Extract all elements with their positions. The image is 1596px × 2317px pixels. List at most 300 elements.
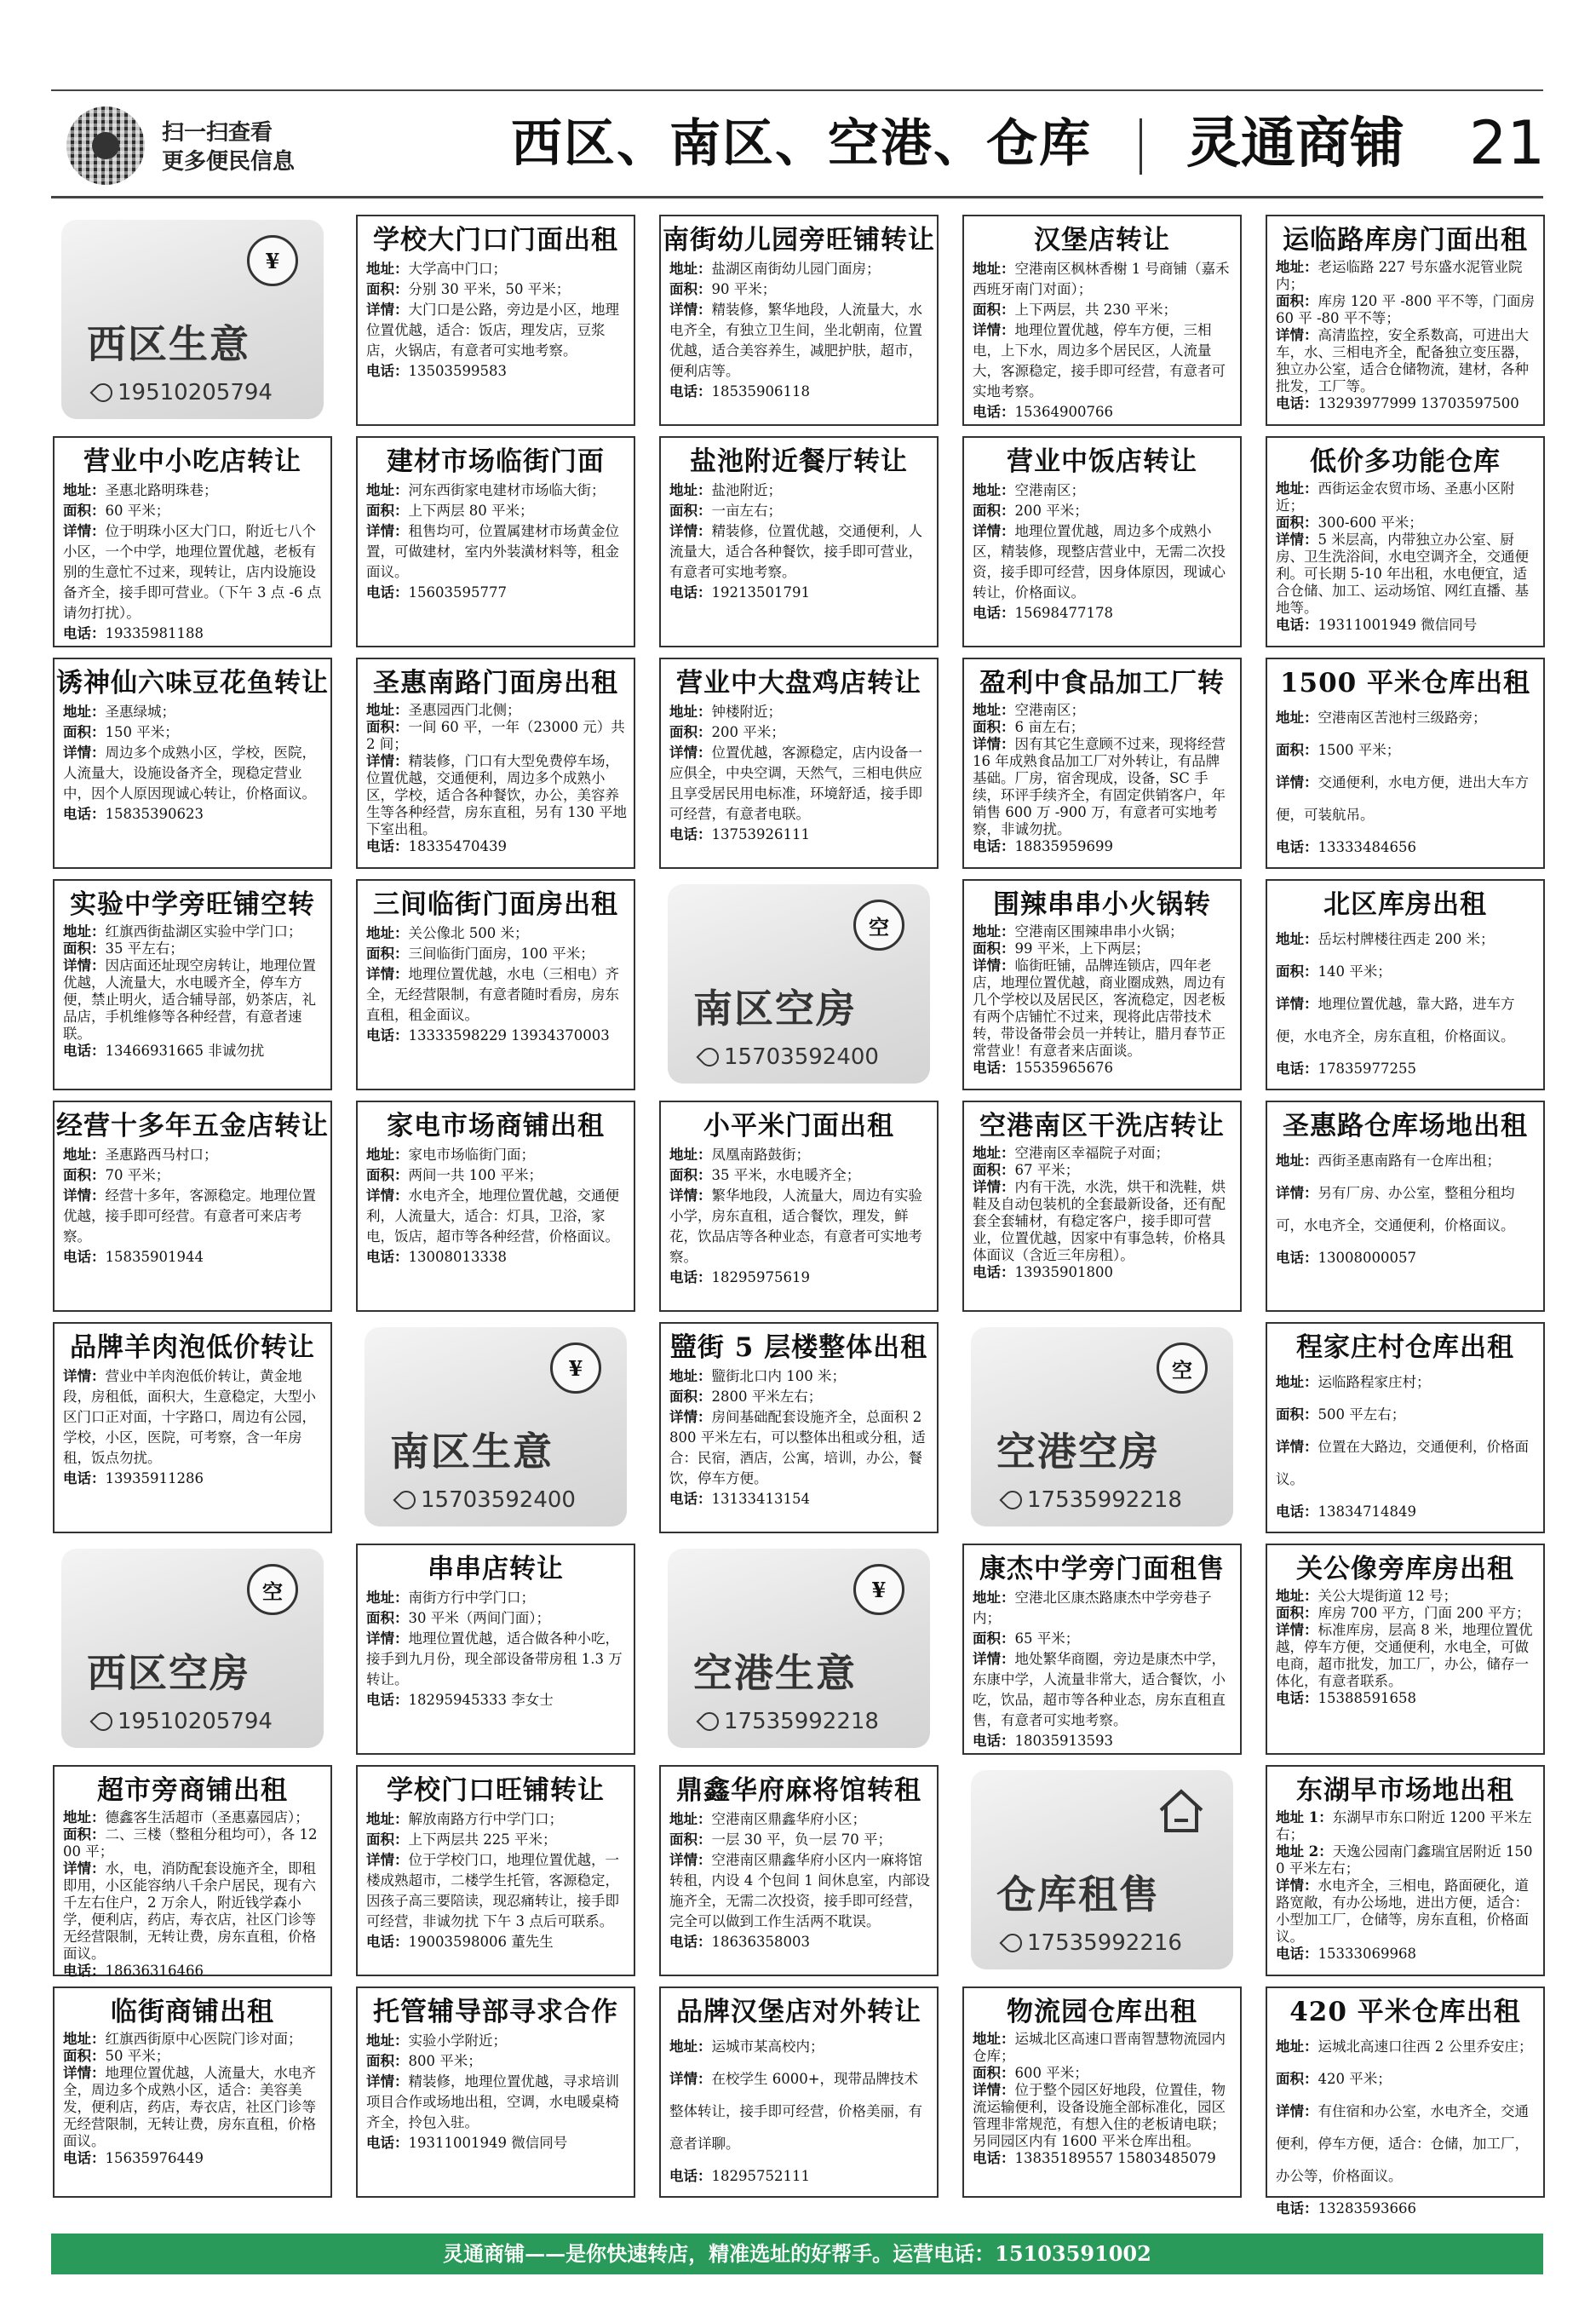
ad-address: [358, 702, 634, 719]
ad-area: [964, 300, 1240, 320]
ad-address-value: 实验小学附近；: [408, 2032, 507, 2049]
ad-phone[interactable]: [55, 804, 330, 825]
ad-phone[interactable]: [661, 382, 937, 402]
ad-detail-value: 精装修，地理位置优越，寻求培训项目合作或场地出租，空调，水电暖桌椅齐全，拎包入驻。: [366, 2073, 619, 2130]
ad-phone[interactable]: [1267, 617, 1543, 634]
ad-detail-value: 有住宿和办公室，水电齐全，交通便利，停车方便，适合：仓储，加工厂，办公等，价格面议。: [1276, 2103, 1529, 2184]
ad-phone[interactable]: [964, 2150, 1240, 2167]
ad-area-value: 分别 30 平米，50 平米；: [408, 281, 571, 297]
ad-detail-label: 详情：: [63, 745, 106, 761]
ad-address-label: 地址：: [366, 702, 409, 718]
ad-area: [358, 279, 634, 300]
promo-card[interactable]: [971, 1327, 1233, 1526]
ad-card[interactable]: [659, 1101, 939, 1312]
ad-title: 北区库房出租: [1323, 889, 1487, 920]
ad-address-label: 地址：: [973, 2031, 1015, 2047]
ad-address-label: 地址：: [63, 1809, 106, 1825]
ad-card[interactable]: [659, 1986, 939, 2198]
ad-card[interactable]: [659, 436, 939, 647]
ad-phone[interactable]: [358, 1026, 634, 1046]
ad-address-label: 地址：: [669, 2038, 712, 2055]
ad-card[interactable]: [356, 1544, 635, 1755]
ad-phone[interactable]: [1267, 2193, 1543, 2225]
ad-phone[interactable]: [55, 1963, 330, 1980]
ad-detail-label: 详情：: [366, 302, 409, 318]
promo-phone[interactable]: [94, 380, 273, 405]
vacant-icon: 空: [853, 900, 904, 951]
ad-phone-value: 13333598229 13934370003: [408, 1027, 610, 1044]
ad-detail: [55, 1186, 330, 1247]
ad-area: [661, 1387, 937, 1407]
ad-card[interactable]: [659, 215, 939, 426]
ad-detail-label: 详情：: [669, 523, 712, 539]
ad-detail-label: 详情：: [973, 322, 1015, 338]
ad-phone-value: 19003598006 董先生: [408, 1934, 554, 1950]
ad-phone-label: 电话：: [366, 363, 409, 379]
ad-area-value: 50 平米；: [105, 2048, 170, 2064]
ad-detail-value: 地理位置优越，周边多个成熟小区，精装修，现整店营业中，无需二次投资，接手即可经营，因身体原因，现诚心转让，价格面议。: [973, 523, 1226, 601]
ad-phone[interactable]: [358, 1932, 634, 1952]
ad-area: [661, 722, 937, 743]
ad-phone[interactable]: [1267, 1496, 1543, 1528]
ad-area-label: 面积：: [366, 1167, 409, 1183]
ad-card[interactable]: [1266, 1986, 1545, 2216]
ad-phone[interactable]: [1267, 831, 1543, 864]
ad-address: [358, 923, 634, 944]
promo-phone[interactable]: [700, 1044, 879, 1070]
promo-card[interactable]: [668, 1549, 930, 1748]
promo-card[interactable]: [668, 884, 930, 1084]
ad-title: 康杰中学旁门面租售: [979, 1554, 1225, 1584]
ad-title: 学校大门口门面出租: [373, 225, 618, 256]
ad-area-label: 面积：: [366, 719, 409, 735]
promo-phone[interactable]: [397, 1487, 576, 1513]
ad-address-value: 西街运金农贸市场、圣惠小区附近；: [1276, 480, 1515, 514]
ad-card[interactable]: [962, 879, 1242, 1090]
ad-detail-label: 详情：: [366, 523, 409, 539]
ad-phone-label: 电话：: [669, 1269, 712, 1285]
phone-icon: [696, 1044, 722, 1070]
ad-phone-label: 电话：: [1276, 1503, 1318, 1520]
ad-detail: [964, 521, 1240, 603]
ad-area-label: 面积：: [366, 1831, 409, 1848]
ad-phone[interactable]: [1267, 1946, 1543, 1963]
ad-area-value: 500 平左右；: [1318, 1406, 1406, 1423]
ad-phone-label: 电话：: [1276, 1946, 1318, 1962]
ad-area-label: 面积：: [1276, 293, 1318, 309]
ad-address: [964, 923, 1240, 940]
promo-card[interactable]: [61, 220, 324, 419]
ad-detail-value: 精装修，位置优越，交通便利，人流量大，适合各种餐饮，接手即可营业，有意者可实地考察。: [669, 523, 922, 580]
promo-card[interactable]: [365, 1327, 627, 1526]
ad-card[interactable]: [356, 879, 635, 1090]
ad-title: 家电市场商铺出租: [387, 1111, 605, 1141]
ad-detail: [358, 964, 634, 1026]
ad-detail-value: 地理位置优越，靠大路，进车方便，水电齐全，房东直租，价格面议。: [1276, 996, 1515, 1044]
ad-area-label: 面积：: [1276, 1406, 1318, 1423]
ad-address-label: 地址：: [366, 1811, 409, 1827]
ad-title: 超市旁商铺出租: [97, 1775, 288, 1806]
ad-title: 圣惠路仓库场地出租: [1283, 1111, 1528, 1141]
ad-address-label: 地址：: [973, 261, 1015, 277]
promo-phone-number: 17535992216: [1027, 1930, 1182, 1956]
ad-card[interactable]: [962, 1986, 1242, 2198]
ad-address-value: 河东西街家电建材市场临大街；: [408, 482, 606, 498]
ad-address-value: 老运临路 227 号东盛水泥管业院内；: [1276, 259, 1523, 292]
promo-phone[interactable]: [1003, 1930, 1182, 1956]
ad-phone[interactable]: [1267, 1242, 1543, 1274]
ad-phone[interactable]: [661, 1268, 937, 1288]
ad-phone[interactable]: [661, 825, 937, 845]
ad-title: 盈利中食品加工厂转: [979, 668, 1225, 699]
ad-area-value: 420 平米；: [1318, 2071, 1392, 2087]
ad-detail-value: 临街旺铺，品牌连锁店，四年老店，地理位置优越，商业圈成熟，周边有几个学校以及居民区，客流稳定，因老板有两个店铺忙不过来，现将此店带技术转，带设备带会员一并转让，腊月春节正常营业！有意者来店面谈。: [973, 957, 1226, 1059]
ad-area: [1267, 1605, 1543, 1622]
ad-phone[interactable]: [55, 2150, 330, 2167]
ad-area: [55, 940, 330, 957]
ad-area-label: 面积：: [669, 1831, 712, 1848]
ad-card[interactable]: [356, 215, 635, 426]
ad-phone[interactable]: [358, 1247, 634, 1268]
ad-card[interactable]: [962, 436, 1242, 647]
yuan-icon: ¥: [550, 1342, 601, 1394]
ad-area-value: 三间临街门面房，100 平米；: [408, 946, 594, 962]
ad-address-label: 地址：: [366, 925, 409, 941]
ad-phone-label: 电话：: [366, 838, 409, 854]
ad-title: 学校门口旺铺转让: [387, 1775, 605, 1806]
ad-card[interactable]: [356, 436, 635, 647]
ad-phone-value: 18295975619: [711, 1269, 810, 1285]
ad-address-value: 钟楼附近；: [711, 704, 782, 720]
ad-title: 小平米门面出租: [703, 1111, 894, 1141]
ad-detail: [1267, 327, 1543, 395]
ad-phone[interactable]: [55, 1469, 330, 1489]
ad-address: [964, 259, 1240, 300]
ad-detail-value: 另有厂房、办公室，整租分租均可，水电齐全，交通便利，价格面议。: [1276, 1185, 1515, 1233]
ad-card[interactable]: [53, 1986, 332, 2198]
brand-title: 灵通商铺: [1186, 112, 1404, 175]
ad-area: [358, 1608, 634, 1629]
ad-area-value: 140 平米；: [1318, 963, 1392, 980]
ad-detail: [1267, 988, 1543, 1053]
ad-title: 围辣串串小火锅转: [993, 889, 1211, 920]
scan-line-1: 扫一扫查看: [162, 120, 273, 146]
phone-icon: [999, 1486, 1025, 1513]
ad-phone[interactable]: [964, 1060, 1240, 1077]
ad-area-value: 上下两层，共 230 平米；: [1014, 302, 1177, 318]
ad-phone[interactable]: [358, 1690, 634, 1710]
ad-phone-label: 电话：: [973, 605, 1015, 621]
ad-area: [1267, 515, 1543, 532]
ad-address: [55, 1809, 330, 1826]
ad-detail-value: 水电齐全，三相电，路面硬化，道路宽敞，有办公场地，进出方便，适合：小型加工厂，仓储等，房东直租，价格面议。: [1276, 1877, 1529, 1945]
ad-detail: [964, 320, 1240, 402]
ad-title: 托管辅导部寻求合作: [373, 1997, 618, 2027]
ad-address: [55, 702, 330, 722]
ad-address-value: 圣惠绿城；: [105, 704, 175, 720]
ad-detail-label: 详情：: [669, 1409, 712, 1425]
ad-address-label: 地址：: [669, 1147, 712, 1163]
ad-card[interactable]: [1266, 879, 1545, 1090]
ad-phone-label: 电话：: [669, 2168, 712, 2184]
ad-area: [964, 940, 1240, 957]
ad-detail-label: 详情：: [973, 2082, 1015, 2098]
ad-card[interactable]: [962, 1101, 1242, 1312]
ad-address-value: 盐湖区南街幼儿园门面房；: [711, 261, 881, 277]
ad-detail-value: 地理位置优越，停车方便，三相电，上下水，周边多个居民区，人流量大，客源稳定，接手即可经营，有意者可实地考察。: [973, 322, 1226, 400]
promo-title: 西区空房: [87, 1650, 250, 1696]
ad-title: 盬街 5 层楼整体出租: [669, 1332, 928, 1363]
ad-phone[interactable]: [964, 838, 1240, 855]
ad-detail: [964, 736, 1240, 838]
ad-title: 营业中饭店转让: [1007, 446, 1197, 477]
ad-detail-value: 位于明珠小区大门口，附近七八个小区，一个中学，地理位置优越，老板有别的生意忙不过来，现转让，店内设施设备齐全，接手即可营业。（下午 3 点 -6 点请勿打扰）。: [63, 523, 322, 621]
ad-address-label: 地址：: [1276, 1153, 1318, 1169]
ad-phone[interactable]: [661, 583, 937, 603]
ad-phone-value: 18335470439: [408, 838, 507, 854]
ad-phone[interactable]: [661, 2160, 937, 2193]
ad-address-label: 地址：: [1276, 1588, 1318, 1604]
ad-card[interactable]: [1266, 215, 1545, 426]
ad-address-label: 地址：: [1276, 2038, 1318, 2055]
ad-phone-label: 电话：: [669, 584, 712, 601]
ad-area-label: 面积：: [366, 2053, 409, 2069]
ad-card[interactable]: [1266, 1544, 1545, 1755]
ad-address-value: 运城北高速口往西 2 公里乔安庄；: [1318, 2038, 1533, 2055]
ad-area-value: 库房 120 平 -800 平不等，门面房 60 平 -80 平不等；: [1276, 293, 1536, 326]
ad-detail: [964, 957, 1240, 1060]
ad-area: [358, 719, 634, 753]
ad-phone-label: 电话：: [1276, 2200, 1318, 2216]
ad-address: [55, 923, 330, 940]
ad-title: 南街幼儿园旁旺铺转让: [663, 225, 935, 256]
ad-detail-value: 5 米层高，内带独立办公室、厨房、卫生洗浴间，水电空调齐全，交通便利。可长期 5-10 年出租，水电便宜，适合仓储、加工、运动场馆、网红直播、基地等。: [1276, 532, 1529, 616]
ad-card[interactable]: [659, 1322, 939, 1533]
ad-area-value: 30 平米（两间门面）；: [408, 1610, 550, 1626]
ad-address-label: 地址：: [669, 704, 712, 720]
ad-area: [358, 1165, 634, 1186]
ad-area: [55, 1826, 330, 1860]
ad-title: 经营十多年五金店转让: [56, 1111, 329, 1141]
ad-area: [55, 501, 330, 521]
ad-area-value: 90 平米；: [711, 281, 777, 297]
ad-detail-label: 详情：: [63, 523, 106, 539]
ad-detail: [1267, 532, 1543, 617]
ad-address-label: 地址：: [1276, 259, 1318, 275]
ad-phone-label: 电话：: [63, 806, 106, 822]
ad-phone[interactable]: [358, 583, 634, 603]
ad-phone[interactable]: [964, 603, 1240, 624]
ad-detail: [55, 521, 330, 624]
ad-address-label: 地址：: [1276, 931, 1318, 947]
ad-detail-value: 位于学校门口，地理位置优越，一楼成熟超市，二楼学生托管，客源稳定，因孩子高三要陪读，现忍痛转让，接手即可经营，非诚勿扰 下午 3 点后可联系。: [366, 1852, 619, 1929]
ad-title: 圣惠南路门面房出租: [373, 668, 618, 699]
ad-phone-value: 18835959699: [1014, 838, 1113, 854]
ad-address: [661, 702, 937, 722]
ad-phone-label: 电话：: [669, 1934, 712, 1950]
ad-card[interactable]: [962, 215, 1242, 426]
ad-area: [1267, 956, 1543, 988]
ad-area-value: 库房 700 平方，门面 200 平方；: [1318, 1605, 1530, 1621]
ad-area-value: 两间一共 100 平米；: [408, 1167, 543, 1183]
ad-address-value: 家电市场临街门面；: [408, 1147, 535, 1163]
ad-card[interactable]: [356, 1986, 635, 2198]
ad-title: 营业中大盘鸡店转让: [676, 668, 921, 699]
ad-area: [661, 1830, 937, 1850]
promo-phone[interactable]: [94, 1709, 273, 1734]
ad-address: [55, 2031, 330, 2048]
ad-title: 品牌羊肉泡低价转让: [70, 1332, 315, 1363]
scan-prompt: [162, 118, 295, 176]
ad-phone-label: 电话：: [973, 1733, 1015, 1749]
ad-detail: [358, 521, 634, 583]
ad-area: [55, 722, 330, 743]
ad-area: [358, 2051, 634, 2072]
ad-phone-value: 13503599583: [408, 363, 507, 379]
ad-phone-label: 电话：: [973, 404, 1015, 420]
ad-area-label: 面积：: [63, 724, 106, 740]
ad-card[interactable]: [1266, 436, 1545, 647]
ad-phone-label: 电话：: [669, 383, 712, 400]
ad-address: [358, 1145, 634, 1165]
ad-phone-label: 电话：: [973, 1264, 1015, 1280]
ad-detail-value: 标准库房，层高 8 米，地理位置优越，停车方便，交通便利，水电全，可做电商，超市批发，加工厂，办公，储存一体化，有意者联系。: [1276, 1622, 1533, 1689]
ad-phone[interactable]: [1267, 1690, 1543, 1707]
ad-detail-label: 详情：: [1276, 327, 1318, 343]
ad-title: 1500 平米仓库出租: [1279, 668, 1531, 699]
ad-detail-label: 详情：: [669, 2071, 712, 2087]
ad-area-label: 面积：: [669, 281, 712, 297]
ad-detail-value: 位置优越，客源稳定，店内设备一应俱全，中央空调，天然气，三相电供应且享受居民用电标准，环境舒适，接手即可经营，有意者电联。: [669, 745, 922, 822]
phone-icon: [89, 379, 116, 405]
ad-phone[interactable]: [55, 624, 330, 644]
ad-area-label: 面积：: [63, 1826, 106, 1843]
ad-card[interactable]: [659, 1765, 939, 1976]
ad-address-value: 南街方行中学门口；: [408, 1590, 535, 1606]
ad-detail: [358, 753, 634, 838]
ad-detail: [661, 521, 937, 583]
ad-detail-value: 地理位置优越，人流量大，水电齐全，周边多个成熟小区，适合：美容美发，便利店，药店，寿衣店，社区门诊等无经营限制，无转让费，房东直租，价格面议。: [63, 2065, 316, 2149]
ad-address: [964, 2031, 1240, 2065]
ad-card[interactable]: [53, 1322, 332, 1533]
ad-title: 程家庄村仓库出租: [1296, 1332, 1514, 1363]
ad-phone[interactable]: [661, 1489, 937, 1509]
ad-detail-label: 详情：: [366, 1852, 409, 1868]
promo-card[interactable]: [971, 1770, 1233, 1969]
promo-phone-number: 19510205794: [118, 1709, 273, 1734]
ad-phone[interactable]: [964, 1731, 1240, 1751]
ad-phone[interactable]: [661, 1932, 937, 1952]
ad-card[interactable]: [1266, 1101, 1545, 1312]
ad-card[interactable]: [53, 1101, 332, 1312]
promo-card[interactable]: [61, 1549, 324, 1748]
ad-detail-value: 水电齐全，地理位置优越，交通便利，人流量大，适合：灯具，卫浴，家电，饭店，超市等各种经营，价格面议。: [366, 1187, 619, 1245]
ad-phone[interactable]: [1267, 1053, 1543, 1085]
ad-area: [661, 279, 937, 300]
ad-phone-label: 电话：: [669, 1491, 712, 1507]
ad-phone-value: 18295945333 李女士: [408, 1692, 554, 1708]
ad-detail-label: 详情：: [1276, 532, 1318, 548]
ad-area-value: 200 平米；: [1014, 503, 1088, 519]
ad-phone[interactable]: [964, 1264, 1240, 1281]
ad-phone-value: 13835189557 15803485079: [1014, 2150, 1216, 2166]
ad-phone[interactable]: [358, 361, 634, 382]
ad-phone-value: 18535906118: [711, 383, 810, 400]
ad-detail-value: 水，电，消防配套设施齐全，即租即用，小区能容纳八千余户居民，现有六千左右住户，2 万余人，附近钱学森小学，便利店，药店，寿衣店，社区门诊等无经营限制，无转让费，房东直租，价格面议。: [63, 1860, 316, 1962]
ad-phone[interactable]: [358, 838, 634, 855]
ad-address: [1267, 480, 1543, 515]
promo-title: 南区空房: [693, 986, 857, 1032]
ad-detail-label: 详情：: [1276, 2103, 1318, 2119]
ad-detail: [1267, 1431, 1543, 1496]
ad-area: [358, 1830, 634, 1850]
qr-code[interactable]: [66, 106, 145, 185]
ad-phone-value: 19311001949 微信同号: [1318, 617, 1478, 633]
ad-detail: [55, 1860, 330, 1963]
ad-address-label: 地址：: [366, 1590, 409, 1606]
ad-card[interactable]: [1266, 1765, 1545, 1976]
ad-address-value: 运临路程家庄村；: [1318, 1374, 1431, 1390]
ad-card[interactable]: [962, 1544, 1242, 1755]
ad-phone[interactable]: [964, 402, 1240, 423]
ad-detail: [964, 1179, 1240, 1264]
ad-detail-label: 详情：: [366, 753, 409, 769]
ad-card[interactable]: [356, 658, 635, 869]
promo-phone-number: 15703592400: [724, 1044, 879, 1070]
ad-phone[interactable]: [55, 1043, 330, 1060]
page-header: [51, 89, 1546, 198]
ad-phone-label: 电话：: [366, 1027, 409, 1044]
ad-area-label: 面积：: [669, 503, 712, 519]
ad-area: [358, 944, 634, 964]
ad-card[interactable]: [53, 436, 332, 647]
ad-card[interactable]: [1266, 1322, 1545, 1533]
ad-detail-label: 详情：: [669, 302, 712, 318]
ad-detail: [55, 957, 330, 1043]
ad-card[interactable]: [356, 1765, 635, 1976]
ad-card[interactable]: [659, 658, 939, 869]
ad-card[interactable]: [53, 879, 332, 1090]
ad-phone-label: 电话：: [1276, 395, 1318, 411]
ad-phone[interactable]: [55, 1247, 330, 1268]
ad-area: [964, 719, 1240, 736]
ad-address-value: 空港南区苦池村三级路旁；: [1318, 710, 1487, 726]
ad-address: [661, 1809, 937, 1830]
ad-title: 东湖早市场地出租: [1296, 1775, 1514, 1806]
ad-phone[interactable]: [1267, 395, 1543, 412]
ad-card[interactable]: [53, 1765, 332, 1979]
ad-area: [1267, 293, 1543, 327]
ad-phone-value: 13293977999 13703597500: [1318, 395, 1519, 411]
ad-detail: [1267, 2096, 1543, 2193]
ad-phone-value: 15603595777: [408, 584, 507, 601]
ad-detail-label: 详情：: [1276, 996, 1318, 1012]
ad-phone[interactable]: [358, 2133, 634, 2153]
ad-card[interactable]: [962, 658, 1242, 869]
ad-card[interactable]: [356, 1101, 635, 1312]
ad-title: 串串店转让: [428, 1554, 564, 1584]
promo-phone[interactable]: [1003, 1487, 1182, 1513]
ad-detail-value: 繁华地段，人流量大，周边有实验小学，房东直租，适合餐饮，理发，鲜花，饮品店等各种业态，有意者可实地考察。: [669, 1187, 922, 1265]
ad-area-value: 150 平米；: [105, 724, 179, 740]
ad-area-value: 99 平米，上下两层；: [1014, 940, 1150, 957]
ad-card[interactable]: [53, 658, 332, 869]
ad-card[interactable]: [1266, 658, 1545, 869]
ad-phone-value: 15835901944: [105, 1249, 204, 1265]
promo-phone[interactable]: [700, 1709, 879, 1734]
ad-address-value: 空港北区康杰路康杰中学旁巷子内；: [973, 1590, 1212, 1626]
promo-phone-number: 17535992218: [724, 1709, 879, 1734]
